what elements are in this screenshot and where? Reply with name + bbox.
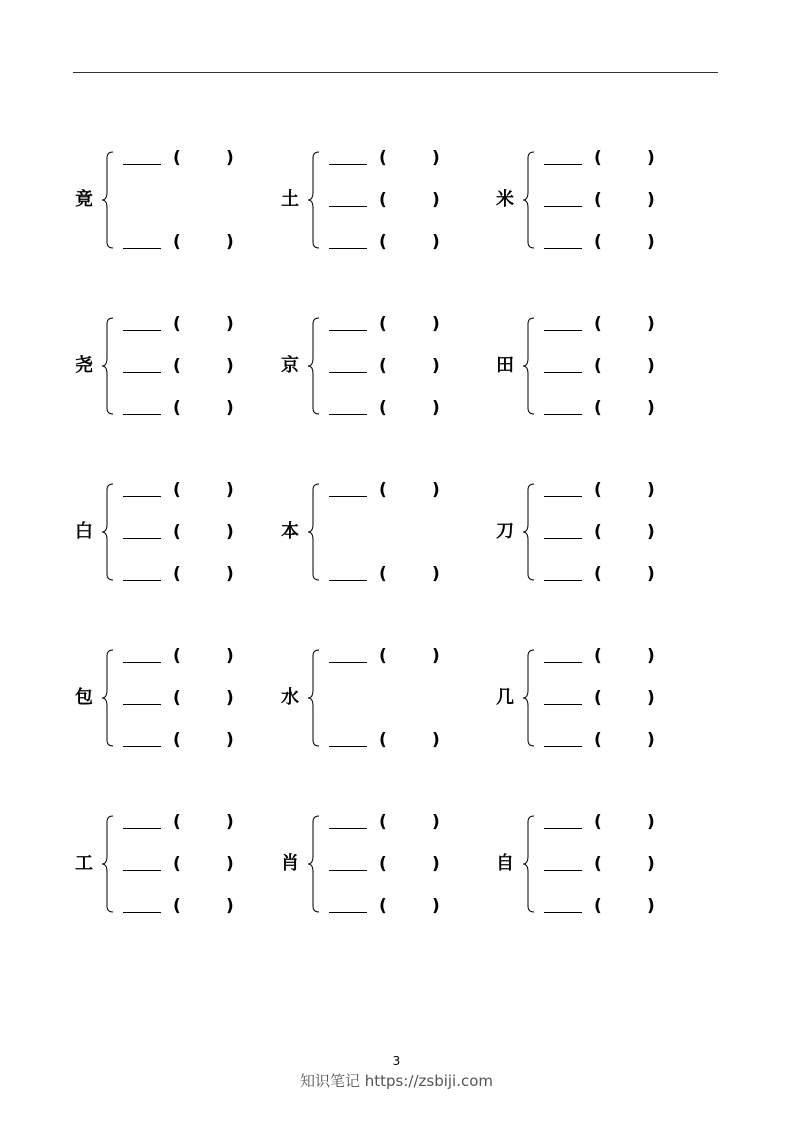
answer-row: [123, 688, 243, 708]
right-paren: ): [432, 148, 440, 168]
right-paren: ): [226, 688, 234, 708]
answer-blank[interactable]: [123, 704, 161, 705]
left-paren: (: [594, 398, 602, 418]
right-paren: ): [226, 730, 234, 750]
answer-row: [544, 896, 664, 916]
answer-blank[interactable]: [123, 828, 161, 829]
left-paren: (: [173, 522, 181, 542]
answer-row: [329, 480, 449, 500]
exercise-cell: [496, 812, 696, 922]
curly-brace: [522, 814, 536, 914]
right-paren: ): [226, 646, 234, 666]
left-paren: (: [379, 896, 387, 916]
left-paren: (: [594, 190, 602, 210]
exercise-cell: [496, 480, 696, 590]
answer-blank[interactable]: [544, 704, 582, 705]
right-paren: ): [647, 232, 655, 252]
answer-blank[interactable]: [544, 414, 582, 415]
answer-row: [544, 730, 664, 750]
left-paren: (: [594, 564, 602, 584]
answer-blank[interactable]: [123, 372, 161, 373]
answer-blank[interactable]: [123, 496, 161, 497]
character: 尧: [75, 355, 93, 376]
answer-blank[interactable]: [329, 206, 367, 207]
right-paren: ): [647, 688, 655, 708]
answer-row: [329, 854, 449, 874]
left-paren: (: [173, 480, 181, 500]
left-paren: (: [173, 812, 181, 832]
right-paren: ): [432, 896, 440, 916]
right-paren: ): [226, 854, 234, 874]
exercise-cell: [75, 314, 275, 424]
curly-brace: [101, 316, 115, 416]
right-paren: ): [647, 564, 655, 584]
answer-row: [123, 148, 243, 168]
left-paren: (: [594, 812, 602, 832]
answer-blank[interactable]: [544, 248, 582, 249]
exercise-cell: [281, 148, 481, 258]
answer-row: [329, 356, 449, 376]
answer-blank[interactable]: [544, 580, 582, 581]
left-paren: (: [173, 646, 181, 666]
answer-blank[interactable]: [544, 496, 582, 497]
answer-row: [544, 398, 664, 418]
left-paren: (: [594, 148, 602, 168]
answer-blank[interactable]: [544, 662, 582, 663]
right-paren: ): [226, 356, 234, 376]
character: 几: [496, 687, 514, 708]
character: 水: [281, 687, 299, 708]
right-paren: ): [647, 398, 655, 418]
right-paren: ): [432, 480, 440, 500]
character: 白: [75, 521, 93, 542]
answer-blank[interactable]: [329, 330, 367, 331]
character: 米: [496, 189, 514, 210]
answer-row: [329, 730, 449, 750]
answer-row: [329, 564, 449, 584]
left-paren: (: [594, 232, 602, 252]
answer-row: [123, 480, 243, 500]
answer-row: [544, 148, 664, 168]
answer-row: [544, 480, 664, 500]
exercise-cell: [496, 314, 696, 424]
answer-blank[interactable]: [544, 746, 582, 747]
curly-brace: [101, 648, 115, 748]
right-paren: ): [432, 190, 440, 210]
answer-blank[interactable]: [123, 912, 161, 913]
curly-brace: [307, 482, 321, 582]
answer-row: [544, 854, 664, 874]
right-paren: ): [647, 148, 655, 168]
answer-row: [123, 356, 243, 376]
left-paren: (: [379, 730, 387, 750]
answer-row: [329, 190, 449, 210]
right-paren: ): [647, 356, 655, 376]
character: 自: [496, 853, 514, 874]
right-paren: ): [647, 854, 655, 874]
right-paren: ): [647, 480, 655, 500]
answer-blank[interactable]: [123, 164, 161, 165]
curly-brace: [307, 814, 321, 914]
character: 土: [281, 189, 299, 210]
curly-brace: [522, 648, 536, 748]
left-paren: (: [594, 854, 602, 874]
right-paren: ): [432, 564, 440, 584]
exercise-cell: [281, 812, 481, 922]
exercise-cell: [75, 148, 275, 258]
left-paren: (: [594, 730, 602, 750]
character: 工: [75, 853, 93, 874]
left-paren: (: [379, 646, 387, 666]
answer-row: [123, 564, 243, 584]
left-paren: (: [173, 398, 181, 418]
right-paren: ): [226, 232, 234, 252]
right-paren: ): [647, 522, 655, 542]
answer-blank[interactable]: [329, 912, 367, 913]
right-paren: ): [432, 854, 440, 874]
left-paren: (: [173, 688, 181, 708]
answer-row: [123, 314, 243, 334]
left-paren: (: [594, 314, 602, 334]
answer-blank[interactable]: [123, 662, 161, 663]
left-paren: (: [173, 356, 181, 376]
answer-blank[interactable]: [329, 580, 367, 581]
left-paren: (: [379, 854, 387, 874]
answer-blank[interactable]: [544, 330, 582, 331]
left-paren: (: [173, 730, 181, 750]
left-paren: (: [594, 896, 602, 916]
answer-blank[interactable]: [544, 870, 582, 871]
answer-row: [123, 854, 243, 874]
answer-blank[interactable]: [544, 164, 582, 165]
character: 田: [496, 355, 514, 376]
right-paren: ): [432, 646, 440, 666]
answer-row: [544, 564, 664, 584]
right-paren: ): [647, 896, 655, 916]
curly-brace: [307, 648, 321, 748]
right-paren: ): [226, 812, 234, 832]
character: 包: [75, 687, 93, 708]
right-paren: ): [226, 564, 234, 584]
left-paren: (: [173, 148, 181, 168]
left-paren: (: [379, 398, 387, 418]
left-paren: (: [379, 314, 387, 334]
answer-blank[interactable]: [123, 248, 161, 249]
curly-brace: [522, 482, 536, 582]
answer-blank[interactable]: [329, 164, 367, 165]
right-paren: ): [647, 190, 655, 210]
character: 肖: [281, 853, 299, 874]
curly-brace: [101, 482, 115, 582]
answer-row: [329, 812, 449, 832]
left-paren: (: [379, 148, 387, 168]
left-paren: (: [173, 854, 181, 874]
left-paren: (: [173, 896, 181, 916]
right-paren: ): [432, 398, 440, 418]
right-paren: ): [226, 148, 234, 168]
answer-row: [544, 314, 664, 334]
answer-row: [329, 232, 449, 252]
page-number: 3: [392, 1054, 401, 1068]
curly-brace: [101, 814, 115, 914]
left-paren: (: [594, 522, 602, 542]
answer-blank[interactable]: [329, 870, 367, 871]
character: 京: [281, 355, 299, 376]
answer-row: [329, 314, 449, 334]
answer-blank[interactable]: [123, 580, 161, 581]
right-paren: ): [432, 730, 440, 750]
answer-blank[interactable]: [544, 912, 582, 913]
curly-brace: [307, 150, 321, 250]
left-paren: (: [379, 190, 387, 210]
answer-blank[interactable]: [544, 828, 582, 829]
left-paren: (: [173, 314, 181, 334]
right-paren: ): [432, 232, 440, 252]
answer-blank[interactable]: [544, 372, 582, 373]
answer-row: [544, 646, 664, 666]
answer-blank[interactable]: [544, 538, 582, 539]
curly-brace: [101, 150, 115, 250]
right-paren: ): [432, 356, 440, 376]
answer-row: [329, 646, 449, 666]
right-paren: ): [647, 812, 655, 832]
answer-row: [123, 812, 243, 832]
answer-blank[interactable]: [329, 414, 367, 415]
left-paren: (: [594, 646, 602, 666]
right-paren: ): [647, 646, 655, 666]
right-paren: ): [432, 812, 440, 832]
answer-blank[interactable]: [329, 662, 367, 663]
left-paren: (: [379, 564, 387, 584]
curly-brace: [307, 316, 321, 416]
right-paren: ): [226, 896, 234, 916]
exercise-cell: [281, 314, 481, 424]
answer-row: [123, 522, 243, 542]
exercise-cell: [75, 812, 275, 922]
answer-row: [329, 896, 449, 916]
answer-row: [329, 148, 449, 168]
answer-blank[interactable]: [544, 206, 582, 207]
answer-blank[interactable]: [329, 828, 367, 829]
answer-blank[interactable]: [329, 746, 367, 747]
left-paren: (: [594, 480, 602, 500]
right-paren: ): [647, 314, 655, 334]
left-paren: (: [379, 812, 387, 832]
answer-blank[interactable]: [123, 330, 161, 331]
right-paren: ): [432, 314, 440, 334]
right-paren: ): [226, 314, 234, 334]
answer-blank[interactable]: [123, 538, 161, 539]
left-paren: (: [173, 232, 181, 252]
left-paren: (: [379, 480, 387, 500]
left-paren: (: [379, 356, 387, 376]
right-paren: ): [226, 480, 234, 500]
exercise-cell: [281, 646, 481, 756]
answer-blank[interactable]: [329, 372, 367, 373]
exercise-cell: [75, 480, 275, 590]
answer-row: [544, 522, 664, 542]
answer-blank[interactable]: [123, 414, 161, 415]
curly-brace: [522, 150, 536, 250]
header-rule: [73, 72, 718, 73]
exercise-cell: [281, 480, 481, 590]
curly-brace: [522, 316, 536, 416]
exercise-cell: [496, 646, 696, 756]
right-paren: ): [226, 522, 234, 542]
answer-row: [544, 356, 664, 376]
answer-blank[interactable]: [329, 496, 367, 497]
left-paren: (: [594, 688, 602, 708]
answer-row: [123, 646, 243, 666]
footer-watermark: 知识笔记 https://zsbiji.com: [299, 1072, 494, 1090]
answer-blank[interactable]: [329, 248, 367, 249]
left-paren: (: [379, 232, 387, 252]
answer-row: [544, 812, 664, 832]
right-paren: ): [226, 398, 234, 418]
character: 刀: [496, 521, 514, 542]
character: 本: [281, 521, 299, 542]
right-paren: ): [647, 730, 655, 750]
answer-row: [544, 190, 664, 210]
answer-blank[interactable]: [123, 870, 161, 871]
answer-row: [544, 688, 664, 708]
answer-row: [329, 398, 449, 418]
exercise-cell: [496, 148, 696, 258]
answer-blank[interactable]: [123, 746, 161, 747]
left-paren: (: [173, 564, 181, 584]
character: 竟: [75, 189, 93, 210]
exercise-cell: [75, 646, 275, 756]
answer-row: [544, 232, 664, 252]
answer-row: [123, 896, 243, 916]
answer-row: [123, 730, 243, 750]
answer-row: [123, 398, 243, 418]
answer-row: [123, 232, 243, 252]
left-paren: (: [594, 356, 602, 376]
